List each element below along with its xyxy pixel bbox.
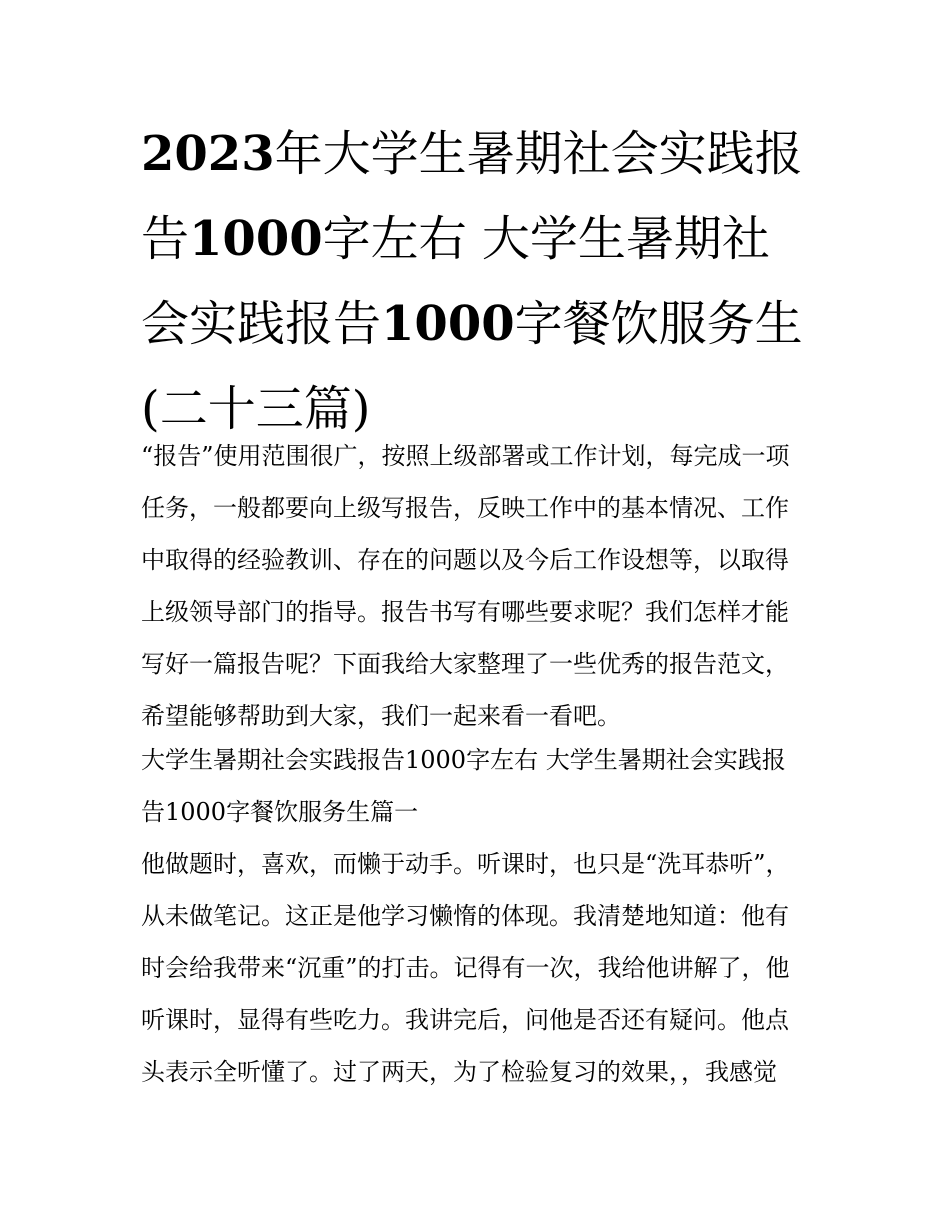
title-text: 告	[141, 211, 190, 267]
section-heading-line: 大学生暑期社会实践报告1000字左右 大学生暑期社会实践报	[141, 746, 786, 774]
section-heading	[141, 734, 813, 838]
story-line: 听课时，显得有些吃力。我讲完后，问他是否还有疑问。他点	[141, 1006, 789, 1034]
story-paragraph	[141, 838, 813, 1098]
title-text: 字餐饮服务生	[514, 296, 803, 352]
title-number: 1000	[381, 296, 515, 352]
title-text: 会实践报告	[141, 296, 382, 352]
intro-line: “报告”使用范围很广，按照上级部署或工作计划，每完成一项	[141, 442, 790, 470]
intro-line: 任务，一般都要向上级写报告，反映工作中的基本情况、工作	[141, 494, 789, 522]
intro-line: 中取得的经验教训、存在的问题以及今后工作设想等，以取得	[141, 546, 789, 574]
story-line: 头表示全听懂了。过了两天，为了检验复习的效果，，我感觉	[141, 1058, 777, 1086]
title-line	[141, 197, 813, 282]
intro-paragraph	[141, 430, 813, 742]
title-text: 字左右 大学生暑期社	[322, 211, 770, 267]
story-line: 时会给我带来“沉重”的打击。记得有一次，我给他讲解了，他	[141, 954, 790, 982]
title-number: 1000	[189, 211, 323, 267]
title-line	[141, 112, 813, 197]
story-line: 他做题时，喜欢，而懒于动手。听课时，也只是“洗耳恭听”，	[141, 850, 790, 878]
intro-line: 希望能够帮助到大家，我们一起来看一看吧。	[141, 702, 621, 730]
intro-line: 上级领导部门的指导。报告书写有哪些要求呢？我们怎样才能	[141, 598, 789, 626]
title-line	[141, 282, 813, 367]
section-heading-line: 告1000字餐饮服务生篇一	[141, 798, 419, 826]
title-text: 年大学生暑期社会实践报	[274, 126, 803, 182]
document-title	[141, 112, 813, 452]
story-line: 从未做笔记。这正是他学习懒惰的体现。我清楚地知道：他有	[141, 902, 789, 930]
title-year: 2023	[141, 126, 275, 182]
intro-line: 写好一篇报告呢？下面我给大家整理了一些优秀的报告范文，	[141, 650, 789, 678]
title-text: (二十三篇)	[141, 381, 371, 437]
